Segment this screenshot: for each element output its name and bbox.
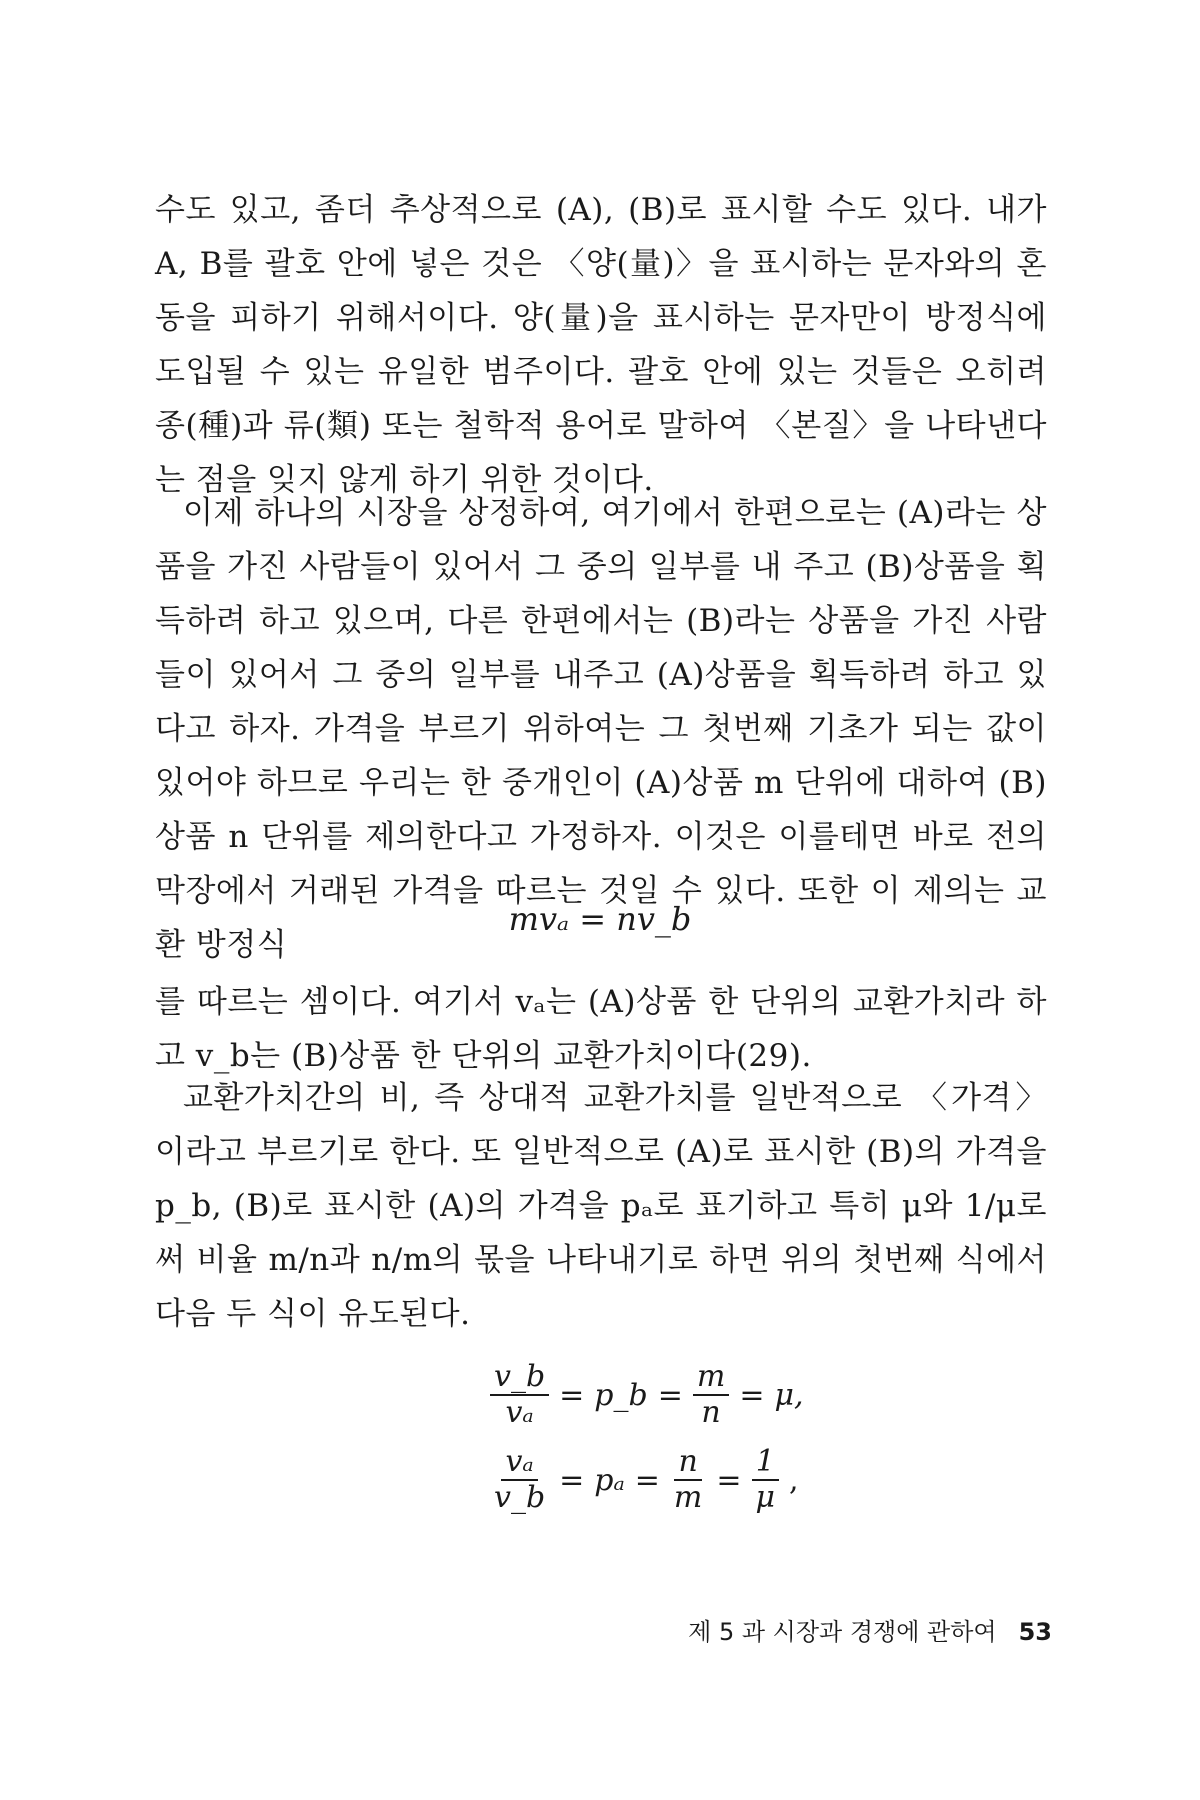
- fraction-numerator: 1: [752, 1445, 779, 1481]
- fraction-vb-over-va: [490, 1360, 549, 1430]
- paragraph-2: 이제 하나의 시장을 상정하여, 여기에서 한편으로는 (A)라는 상품을 가진 사람들이 있어서 그 중의 일부를 내 주고 (B)상품을 획득하려 하고 있으며, 다른 한편에서는 (B)라는 상품을 가진 사람들이 있어서 그 중의 일부를 내주고 (A)상품을 획득하려 하고 있다고 하자. 가격을 부르기 위하여는 그 첫번째 기초가 되는 값이 있어야 하므로 우리는 한 중개인이 (A)상품 m 단위에 대하여 (B)상품 n 단위를 제의한다고 가정하자. 이것은 이를테면 바로 전의 막장에서 거래된 가격을 따르는 것일 수 있다. 또한 이 제의는 교환 방정식: [155, 495, 1047, 963]
- fraction-denominator: μ: [755, 1480, 775, 1515]
- fraction-m-over-n: [693, 1360, 729, 1430]
- paragraph-4: 교환가치간의 비, 즉 상대적 교환가치를 일반적으로 〈가격〉이라고 부르기로 한다. 또 일반적으로 (A)로 표시한 (B)의 가격을 p_b, (B)로 표시한 (A)의 가격을 pₐ로 표기하고 특히 μ와 1/μ로써 비율 m/n과 n/m의 몫을 나타내기로 하면 위의 첫번째 식에서 다음 두 식이 유도된다.: [155, 1080, 1047, 1332]
- fraction-numerator: n: [674, 1445, 701, 1481]
- fraction-n-over-m: [670, 1445, 706, 1515]
- equals-sign: =: [739, 1377, 765, 1413]
- price-symbol: p_b: [594, 1377, 648, 1413]
- fraction-denominator: n: [701, 1395, 721, 1430]
- fraction-va-over-vb: [490, 1445, 549, 1515]
- trailing-comma: ,: [789, 1462, 799, 1498]
- equals-sign: =: [559, 1462, 585, 1498]
- mu-symbol: μ,: [774, 1377, 804, 1413]
- price-symbol: pₐ: [594, 1462, 625, 1498]
- fraction-denominator: m: [673, 1480, 703, 1515]
- page-footer: [688, 1612, 1052, 1647]
- exchange-equation: mvₐ = nv_b: [508, 900, 692, 938]
- equals-sign: =: [657, 1377, 683, 1413]
- equals-sign: =: [716, 1462, 742, 1498]
- equals-sign: =: [559, 1377, 585, 1413]
- fraction-numerator: vₐ: [501, 1445, 537, 1481]
- fraction-denominator: v_b: [494, 1480, 546, 1515]
- price-formula-a: [490, 1445, 799, 1515]
- paragraph-1: 수도 있고, 좀더 추상적으로 (A), (B)로 표시할 수도 있다. 내가 A, B를 괄호 안에 넣은 것은 〈양(量)〉을 표시하는 문자와의 혼동을 피하기 위해서이다. 양(量)을 표시하는 문자만이 방정식에 도입될 수 있는 유일한 범주이다. 괄호 안에 있는 것들은 오히려 종(種)과 류(類) 또는 철학적 용어로 말하여 〈본질〉을 나타낸다는 점을 잊지 않게 하기 위한 것이다.: [155, 192, 1047, 498]
- fraction-denominator: vₐ: [505, 1395, 534, 1430]
- fraction-numerator: m: [693, 1360, 729, 1396]
- running-head: 제 5 과 시장과 경쟁에 관하여: [688, 1618, 997, 1646]
- equals-sign: =: [634, 1462, 660, 1498]
- fraction-one-over-mu: [752, 1445, 780, 1515]
- fraction-numerator: v_b: [490, 1360, 549, 1396]
- price-formula-b: [490, 1360, 804, 1430]
- page-number: 53: [1018, 1618, 1052, 1646]
- paragraph-3: 를 따르는 셈이다. 여기서 vₐ는 (A)상품 한 단위의 교환가치라 하고 v_b는 (B)상품 한 단위의 교환가치이다(29).: [155, 984, 1047, 1074]
